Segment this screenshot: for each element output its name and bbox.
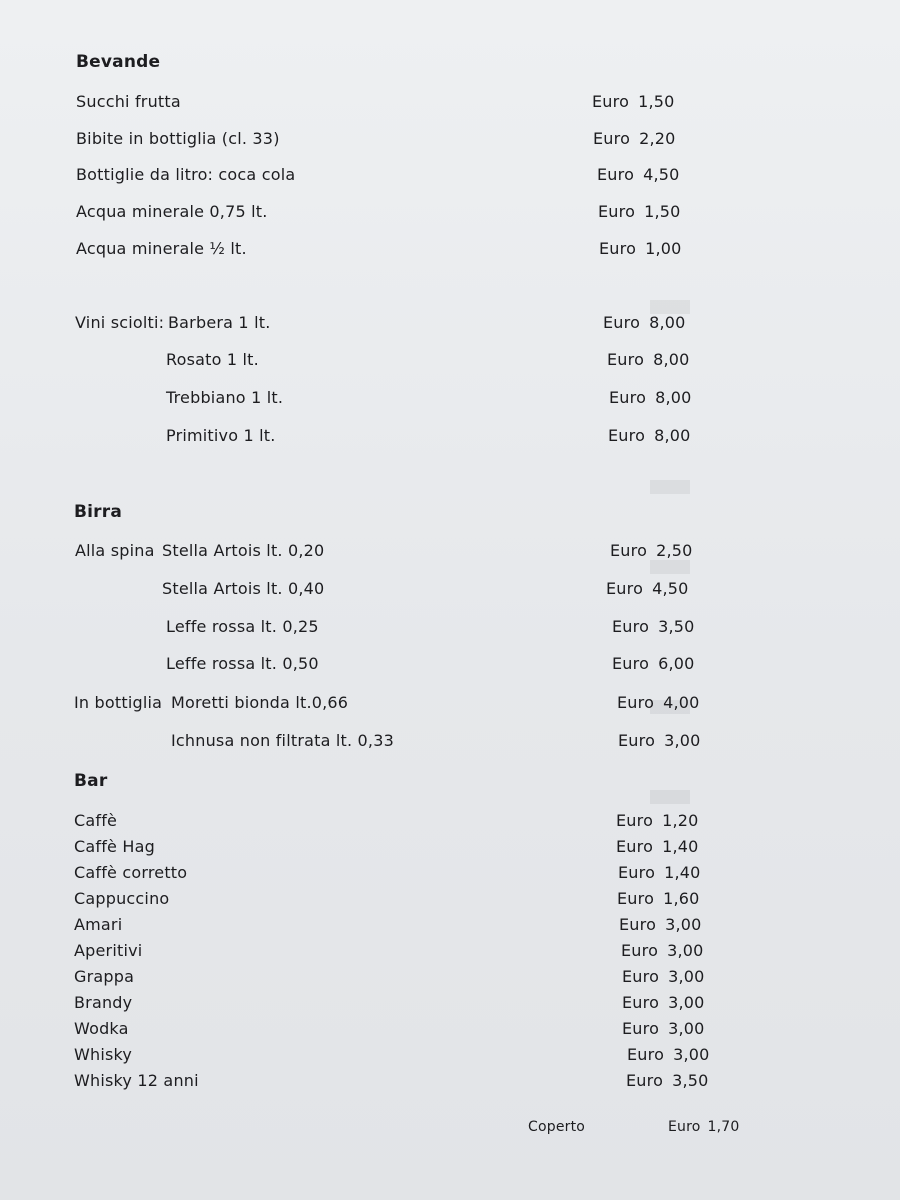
item-currency: Euro	[617, 693, 655, 712]
menu-item	[74, 1041, 724, 1069]
item-price	[619, 911, 702, 939]
cover-charge-amount: 1,70	[707, 1119, 740, 1135]
item-currency: Euro	[612, 617, 650, 636]
item-currency: Euro	[598, 202, 636, 221]
menu-item	[74, 963, 724, 991]
item-currency: Euro	[612, 654, 650, 673]
item-amount: 1,40	[662, 837, 699, 856]
item-price	[622, 1015, 705, 1043]
item-amount: 4,00	[663, 693, 700, 712]
menu-item	[74, 885, 724, 913]
beer-tap-prefix: Alla spina	[75, 541, 155, 560]
menu-item	[74, 807, 724, 835]
item-price	[598, 198, 681, 226]
item-currency: Euro	[599, 239, 637, 258]
cover-charge	[528, 1113, 768, 1141]
beer-bottle-prefix: In bottiglia	[74, 693, 163, 712]
menu-item	[74, 1015, 724, 1043]
item-amount: 3,00	[673, 1045, 710, 1064]
item-price	[603, 309, 686, 337]
item-currency: Euro	[603, 313, 641, 332]
menu-item	[76, 235, 716, 263]
item-price	[607, 346, 690, 374]
menu-item	[162, 575, 722, 603]
item-amount: 6,00	[658, 654, 695, 673]
item-price	[618, 859, 701, 887]
item-currency: Euro	[621, 941, 659, 960]
item-currency: Euro	[609, 388, 647, 407]
item-amount: 1,00	[645, 239, 682, 258]
menu-item	[75, 309, 725, 337]
item-amount: 1,40	[664, 863, 701, 882]
wine-prefix: Vini sciolti:	[75, 313, 165, 332]
menu-item	[74, 1067, 724, 1095]
menu-item	[74, 859, 724, 887]
item-currency: Euro	[608, 426, 646, 445]
item-label: Caffè corretto	[74, 863, 188, 882]
item-price	[609, 384, 692, 412]
menu-item	[74, 833, 724, 861]
item-currency: Euro	[627, 1045, 665, 1064]
item-price	[593, 125, 676, 153]
item-currency: Euro	[597, 165, 635, 184]
item-label: Trebbiano 1 lt.	[166, 388, 284, 407]
section-title-bar: Bar	[74, 771, 108, 791]
item-amount: 1,50	[644, 202, 681, 221]
menu-item	[76, 198, 716, 226]
menu-item	[74, 911, 724, 939]
item-price	[621, 937, 704, 965]
item-label: Wodka	[74, 1019, 129, 1038]
item-currency: Euro	[618, 731, 656, 750]
menu-item	[76, 161, 716, 189]
menu-item	[75, 537, 725, 565]
item-amount: 1,20	[662, 811, 699, 830]
item-currency: Euro	[606, 579, 644, 598]
item-price	[606, 575, 689, 603]
item-currency: Euro	[617, 889, 655, 908]
item-price	[626, 1067, 709, 1095]
menu-item	[74, 689, 734, 717]
item-label: Whisky 12 anni	[74, 1071, 199, 1090]
item-label: Bibite in bottiglia (cl. 33)	[76, 129, 280, 148]
item-amount: 3,00	[668, 993, 705, 1012]
item-label: Grappa	[74, 967, 135, 986]
item-label: Barbera 1 lt.	[168, 313, 271, 332]
item-price	[592, 88, 675, 116]
item-price	[627, 1041, 710, 1069]
item-amount: 3,00	[668, 967, 705, 986]
menu-item	[166, 422, 726, 450]
item-price	[597, 161, 680, 189]
item-amount: 2,20	[639, 129, 676, 148]
item-label: Bottiglie da litro: coca cola	[76, 165, 296, 184]
item-amount: 1,50	[638, 92, 675, 111]
item-price	[616, 807, 699, 835]
item-currency: Euro	[622, 1019, 660, 1038]
item-label: Primitivo 1 lt.	[166, 426, 276, 445]
item-label: Cappuccino	[74, 889, 170, 908]
menu-item	[74, 937, 724, 965]
menu-item	[74, 989, 724, 1017]
item-amount: 3,00	[667, 941, 704, 960]
item-label: Aperitivi	[74, 941, 143, 960]
item-price	[617, 689, 700, 717]
item-label: Leffe rossa lt. 0,50	[166, 654, 319, 673]
item-price	[616, 833, 699, 861]
item-label: Acqua minerale 0,75 lt.	[76, 202, 268, 221]
menu-item	[166, 384, 726, 412]
menu-item	[166, 650, 726, 678]
item-label: Moretti bionda lt.0,66	[171, 693, 349, 712]
item-currency: Euro	[622, 967, 660, 986]
item-price	[612, 650, 695, 678]
item-currency: Euro	[619, 915, 657, 934]
item-price	[610, 537, 693, 565]
item-amount: 1,60	[663, 889, 700, 908]
item-price	[612, 613, 695, 641]
item-amount: 8,00	[655, 388, 692, 407]
item-currency: Euro	[593, 129, 631, 148]
item-currency: Euro	[618, 863, 656, 882]
item-amount: 8,00	[653, 350, 690, 369]
item-currency: Euro	[622, 993, 660, 1012]
menu-item	[166, 346, 726, 374]
item-amount: 4,50	[643, 165, 680, 184]
section-title-birra: Birra	[74, 502, 123, 522]
item-price	[622, 963, 705, 991]
item-amount: 3,00	[668, 1019, 705, 1038]
item-amount: 3,50	[672, 1071, 709, 1090]
item-amount: 4,50	[652, 579, 689, 598]
cover-charge-currency: Euro	[668, 1119, 701, 1135]
item-amount: 8,00	[654, 426, 691, 445]
cover-charge-label: Coperto	[528, 1119, 586, 1135]
item-label: Caffè Hag	[74, 837, 155, 856]
item-label: Rosato 1 lt.	[166, 350, 259, 369]
menu-item	[76, 125, 716, 153]
item-currency: Euro	[607, 350, 645, 369]
item-label: Brandy	[74, 993, 133, 1012]
item-currency: Euro	[592, 92, 630, 111]
item-amount: 2,50	[656, 541, 693, 560]
item-amount: 3,00	[664, 731, 701, 750]
item-price	[622, 989, 705, 1017]
item-label: Stella Artois lt. 0,20	[162, 541, 325, 560]
item-price	[599, 235, 682, 263]
section-title-bevande: Bevande	[76, 52, 161, 72]
item-currency: Euro	[626, 1071, 664, 1090]
item-label: Stella Artois lt. 0,40	[162, 579, 325, 598]
item-price	[608, 422, 691, 450]
menu-item	[76, 88, 716, 116]
cover-charge-price	[668, 1113, 740, 1141]
item-currency: Euro	[616, 837, 654, 856]
item-label: Whisky	[74, 1045, 133, 1064]
menu-item	[171, 727, 731, 755]
item-currency: Euro	[616, 811, 654, 830]
item-label: Acqua minerale ½ lt.	[76, 239, 247, 258]
item-price	[618, 727, 701, 755]
item-price	[617, 885, 700, 913]
item-label: Ichnusa non filtrata lt. 0,33	[171, 731, 394, 750]
item-label: Succhi frutta	[76, 92, 181, 111]
item-label: Amari	[74, 915, 123, 934]
item-amount: 8,00	[649, 313, 686, 332]
item-amount: 3,50	[658, 617, 695, 636]
item-amount: 3,00	[665, 915, 702, 934]
item-label: Caffè	[74, 811, 118, 830]
menu-item	[166, 613, 726, 641]
item-currency: Euro	[610, 541, 648, 560]
item-label: Leffe rossa lt. 0,25	[166, 617, 319, 636]
